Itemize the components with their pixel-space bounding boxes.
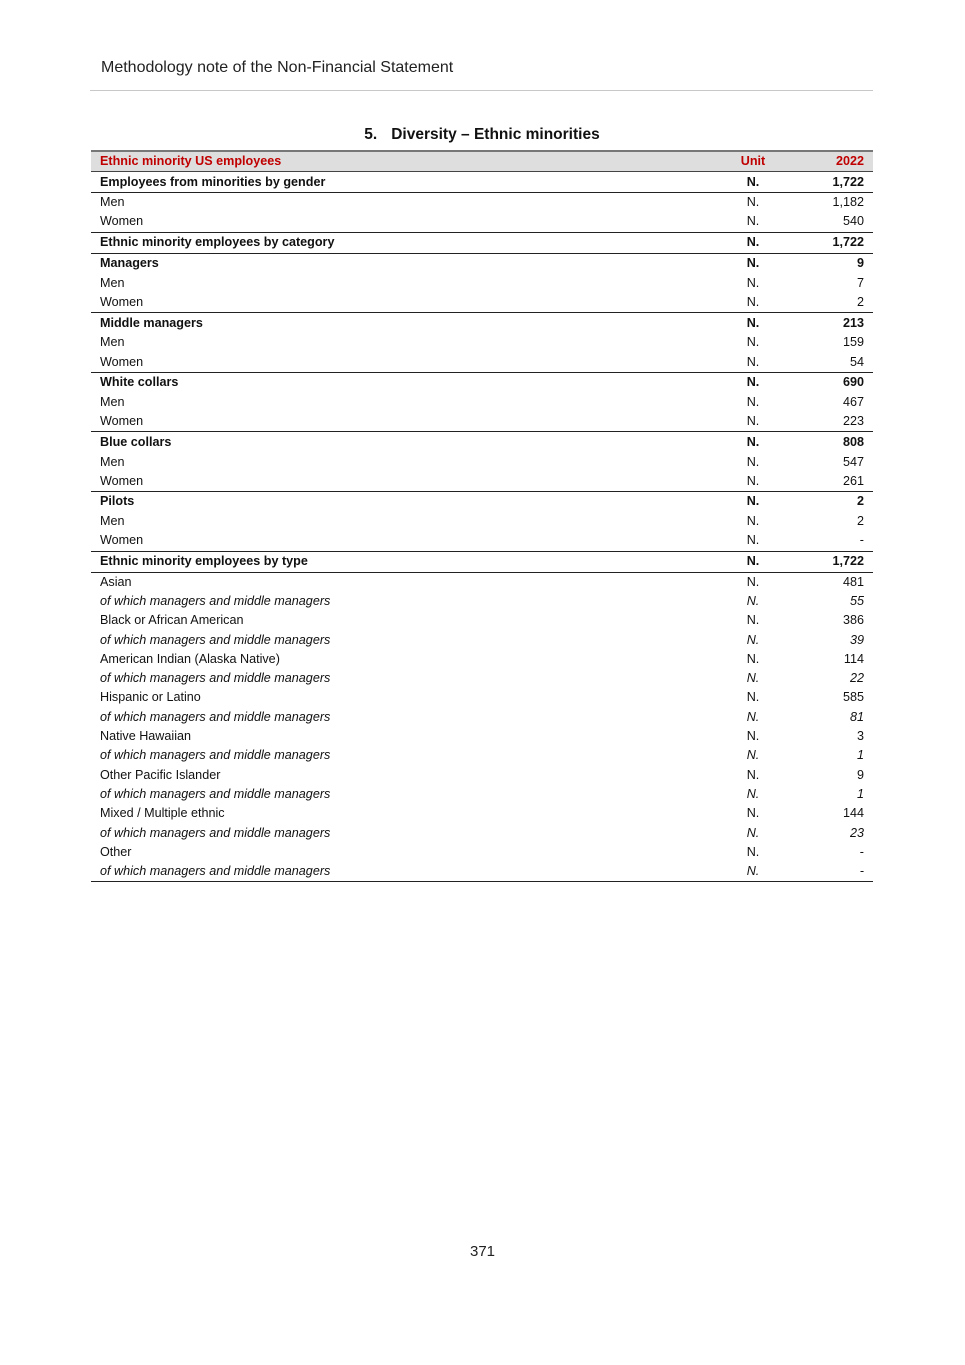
row-label: Ethnic minority employees by category bbox=[91, 232, 709, 253]
table-row bbox=[91, 708, 873, 727]
table-row bbox=[91, 592, 873, 611]
table-row bbox=[91, 274, 873, 293]
section-number: 5. bbox=[364, 126, 378, 143]
row-label: Mixed / Multiple ethnic bbox=[100, 806, 225, 821]
row-value: 81 bbox=[849, 709, 864, 724]
row-label: of which managers and middle managers bbox=[100, 825, 331, 840]
row-value: 9 bbox=[856, 767, 864, 782]
row-label: Blue collars bbox=[91, 432, 709, 453]
row-value: 39 bbox=[849, 632, 864, 647]
row-value: 144 bbox=[842, 806, 864, 821]
row-label: Other Pacific Islander bbox=[100, 767, 221, 782]
row-value: 1,722 bbox=[797, 172, 873, 193]
section-title-text: Diversity – Ethnic minorities bbox=[391, 126, 600, 143]
row-label: of which managers and middle managers bbox=[100, 594, 331, 608]
row-value: 2 bbox=[856, 295, 864, 310]
row-label: Women bbox=[100, 473, 144, 488]
table-row bbox=[91, 352, 873, 372]
table-row bbox=[91, 650, 873, 669]
row-unit: N. bbox=[746, 514, 760, 529]
table-row bbox=[91, 472, 873, 492]
row-unit: N. bbox=[709, 232, 797, 253]
table-row bbox=[91, 551, 873, 572]
row-value: 55 bbox=[849, 594, 864, 608]
row-unit: N. bbox=[709, 172, 797, 193]
row-value: 1,182 bbox=[832, 195, 864, 210]
running-header: Methodology note of the Non-Financial Statement bbox=[101, 59, 454, 76]
row-value: 2 bbox=[797, 491, 873, 512]
header-divider bbox=[90, 90, 873, 91]
row-unit: N. bbox=[709, 551, 797, 572]
row-label: Women bbox=[100, 354, 144, 369]
table-row bbox=[91, 688, 873, 707]
row-label: Women bbox=[100, 214, 144, 229]
row-label: Women bbox=[100, 533, 144, 548]
section-title bbox=[91, 126, 873, 144]
row-label: Men bbox=[100, 335, 125, 350]
row-label: American Indian (Alaska Native) bbox=[100, 651, 280, 666]
row-value: 540 bbox=[842, 214, 864, 229]
table-row bbox=[91, 746, 873, 765]
table-row bbox=[91, 172, 873, 193]
row-label: Men bbox=[100, 454, 125, 469]
row-value: 386 bbox=[842, 613, 864, 628]
ethnic-minorities-table bbox=[91, 150, 873, 882]
row-unit: N. bbox=[746, 671, 760, 686]
row-label: Men bbox=[100, 275, 125, 290]
table-row bbox=[91, 630, 873, 649]
row-value: - bbox=[859, 533, 864, 548]
row-value: 481 bbox=[842, 574, 864, 589]
row-unit: N. bbox=[746, 709, 760, 724]
table-row bbox=[91, 512, 873, 531]
row-value: 547 bbox=[842, 454, 864, 469]
row-label: Men bbox=[100, 394, 125, 409]
row-unit: N. bbox=[746, 825, 760, 840]
row-unit: N. bbox=[746, 275, 760, 290]
row-value: 585 bbox=[842, 690, 864, 705]
row-value: 3 bbox=[856, 729, 864, 744]
row-label: Women bbox=[100, 414, 144, 429]
row-value: 1 bbox=[856, 786, 864, 801]
row-label: Ethnic minority employees by type bbox=[91, 551, 709, 572]
row-unit: N. bbox=[746, 354, 760, 369]
row-unit: N. bbox=[746, 295, 760, 310]
row-unit: N. bbox=[746, 806, 760, 821]
row-unit: N. bbox=[746, 394, 760, 409]
row-label: of which managers and middle managers bbox=[100, 671, 331, 686]
row-unit: N. bbox=[709, 432, 797, 453]
row-value: 114 bbox=[843, 651, 864, 666]
table-row bbox=[91, 572, 873, 592]
table-row bbox=[91, 491, 873, 512]
row-label: Men bbox=[100, 195, 125, 210]
table-row bbox=[91, 412, 873, 432]
table-row bbox=[91, 766, 873, 785]
row-value: 1,722 bbox=[797, 232, 873, 253]
row-label: of which managers and middle managers bbox=[100, 632, 331, 647]
page-number: 371 bbox=[469, 1243, 496, 1260]
row-label: Men bbox=[100, 514, 125, 529]
row-unit: N. bbox=[746, 651, 760, 666]
row-value: 808 bbox=[797, 432, 873, 453]
row-value: 23 bbox=[849, 825, 864, 840]
table-row bbox=[91, 253, 873, 274]
row-unit: N. bbox=[746, 335, 760, 350]
row-label: Black or African American bbox=[100, 613, 244, 628]
row-label: of which managers and middle managers bbox=[100, 709, 331, 724]
row-value: 690 bbox=[797, 372, 873, 393]
row-value: 1,722 bbox=[797, 551, 873, 572]
row-unit: N. bbox=[746, 574, 760, 589]
table-row bbox=[91, 333, 873, 352]
table-row bbox=[91, 531, 873, 551]
row-label: Middle managers bbox=[91, 313, 709, 334]
table-row bbox=[91, 432, 873, 453]
row-unit: N. bbox=[746, 214, 760, 229]
table-row bbox=[91, 669, 873, 688]
row-label: Other bbox=[100, 844, 132, 859]
row-unit: N. bbox=[709, 862, 797, 882]
row-value: 1 bbox=[856, 748, 864, 763]
row-unit: N. bbox=[746, 690, 760, 705]
row-label: Native Hawaiian bbox=[100, 729, 191, 744]
row-label: of which managers and middle managers bbox=[100, 748, 331, 763]
row-unit: N. bbox=[746, 594, 760, 608]
table-row bbox=[91, 452, 873, 471]
row-label: of which managers and middle managers bbox=[91, 862, 709, 882]
row-value: 261 bbox=[842, 473, 864, 488]
row-unit: N. bbox=[746, 844, 760, 859]
row-unit: N. bbox=[709, 253, 797, 274]
row-value: 7 bbox=[856, 275, 864, 290]
row-unit: N. bbox=[746, 414, 760, 429]
row-label: Pilots bbox=[91, 491, 709, 512]
row-unit: N. bbox=[746, 473, 760, 488]
row-label: White collars bbox=[91, 372, 709, 393]
row-value: 213 bbox=[797, 313, 873, 334]
header-unit: Unit bbox=[709, 151, 797, 172]
row-value: - bbox=[859, 844, 864, 859]
row-value: 9 bbox=[797, 253, 873, 274]
table-row bbox=[91, 611, 873, 630]
table-row bbox=[91, 785, 873, 804]
row-label: Asian bbox=[100, 574, 132, 589]
table-row bbox=[91, 313, 873, 334]
table-row bbox=[91, 293, 873, 313]
table-row bbox=[91, 212, 873, 232]
row-unit: N. bbox=[746, 195, 760, 210]
table-row bbox=[91, 804, 873, 823]
row-unit: N. bbox=[746, 632, 760, 647]
row-label: Hispanic or Latino bbox=[100, 690, 201, 705]
row-value: 2 bbox=[856, 514, 864, 529]
table-row bbox=[91, 823, 873, 842]
header-label: Ethnic minority US employees bbox=[91, 151, 709, 172]
row-label: Managers bbox=[91, 253, 709, 274]
table-row bbox=[91, 232, 873, 253]
row-unit: N. bbox=[746, 748, 760, 763]
row-unit: N. bbox=[746, 454, 760, 469]
row-label: Women bbox=[100, 295, 144, 310]
row-unit: N. bbox=[746, 786, 760, 801]
row-unit: N. bbox=[746, 533, 760, 548]
row-unit: N. bbox=[709, 372, 797, 393]
row-unit: N. bbox=[746, 613, 760, 628]
row-label: Employees from minorities by gender bbox=[91, 172, 709, 193]
table-row bbox=[91, 727, 873, 746]
table-row bbox=[91, 862, 873, 882]
table-row bbox=[91, 193, 873, 213]
table-row bbox=[91, 393, 873, 412]
row-value: 223 bbox=[842, 414, 864, 429]
row-value: 467 bbox=[842, 394, 864, 409]
row-value: 54 bbox=[849, 354, 864, 369]
row-value: 22 bbox=[849, 671, 864, 686]
header-year: 2022 bbox=[797, 151, 873, 172]
row-unit: N. bbox=[746, 767, 760, 782]
row-unit: N. bbox=[709, 313, 797, 334]
row-value: - bbox=[797, 862, 873, 882]
row-unit: N. bbox=[709, 491, 797, 512]
row-label: of which managers and middle managers bbox=[100, 786, 331, 801]
row-value: 159 bbox=[842, 335, 864, 350]
table-header-row bbox=[91, 151, 873, 172]
row-unit: N. bbox=[746, 729, 760, 744]
table-row bbox=[91, 372, 873, 393]
table-row bbox=[91, 843, 873, 862]
